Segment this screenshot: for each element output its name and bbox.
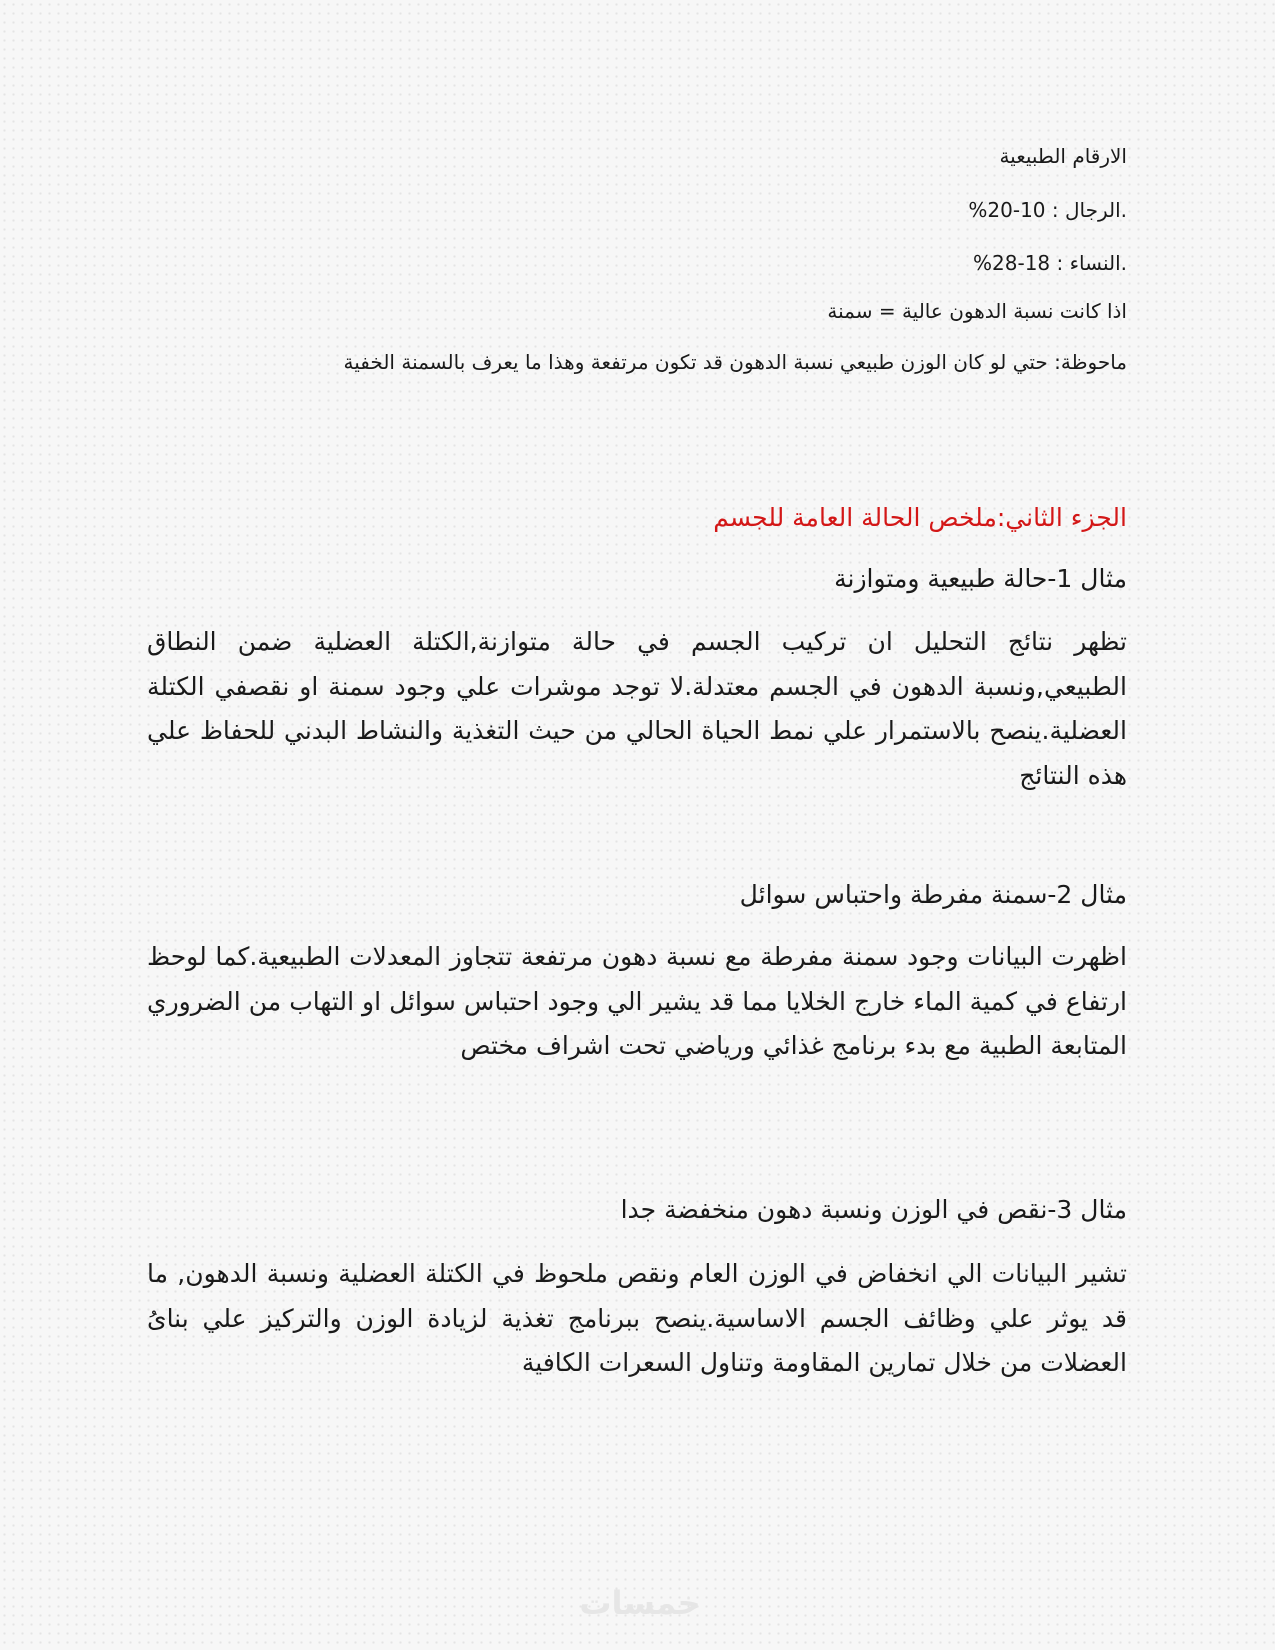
high-fat-condition: اذا كانت نسبة الدهون عالية = سمنة xyxy=(827,299,1127,323)
example-1-body: تظهر نتائج التحليل ان تركيب الجسم في حالة متوازنة,الكتلة العضلية ضمن النطاق الطبيعي,ونسبة الدهون في الجسم معتدلة.لا توجد موشرات علي وجود سمنة او نقصفي الكتلة العضلية.ينصح بالاستمرار علي نمط الحياة الحالي من حيث التغذية والنشاط البدني للحفاظ علي هذه النتائج xyxy=(147,627,1127,790)
watermark-logo: خمسات xyxy=(579,1584,701,1622)
example-2-body: اظهرت البيانات وجود سمنة مفرطة مع نسبة دهون مرتفعة تتجاوز المعدلات الطبيعية.كما لوحظ ارتفاع في كمية الماء خارج الخلايا مما قد يشير الي وجود احتباس سوائل او التهاب من الضروري المتابعة الطبية مع بدء برنامج غذائي ورياضي تحت اشراف مختص xyxy=(147,942,1127,1060)
normal-values-women: .النساء : 18-28% xyxy=(973,251,1127,275)
normal-values-men: .الرجال : 10-20% xyxy=(968,198,1127,222)
example-1-title: مثال 1-حالة طبيعية ومتوازنة xyxy=(834,564,1127,593)
example-3-body: تشير البيانات الي انخفاض في الوزن العام ونقص ملحوظ في الكتلة العضلية ونسبة الدهون, ما قد يوثر علي وظائف الجسم الاساسية.ينصح ببرنامج تغذية لزيادة الوزن والتركيز علي بناىُ العضلات من خلال تمارين المقاومة وتناول السعرات الكافية xyxy=(147,1259,1127,1377)
example-3-title: مثال 3-نقص في الوزن ونسبة دهون منخفضة جدا xyxy=(620,1195,1127,1224)
example-2-title: مثال 2-سمنة مفرطة واحتباس سوائل xyxy=(739,880,1127,909)
part-two-heading: الجزء الثاني:ملخص الحالة العامة للجسم xyxy=(713,503,1127,532)
hidden-obesity-note: ماحوظة: حتي لو كان الوزن طبيعي نسبة الدهون قد تكون مرتفعة وهذا ما يعرف بالسمنة الخفية xyxy=(343,350,1127,374)
normal-values-title: الارقام الطبيعية xyxy=(999,144,1127,168)
